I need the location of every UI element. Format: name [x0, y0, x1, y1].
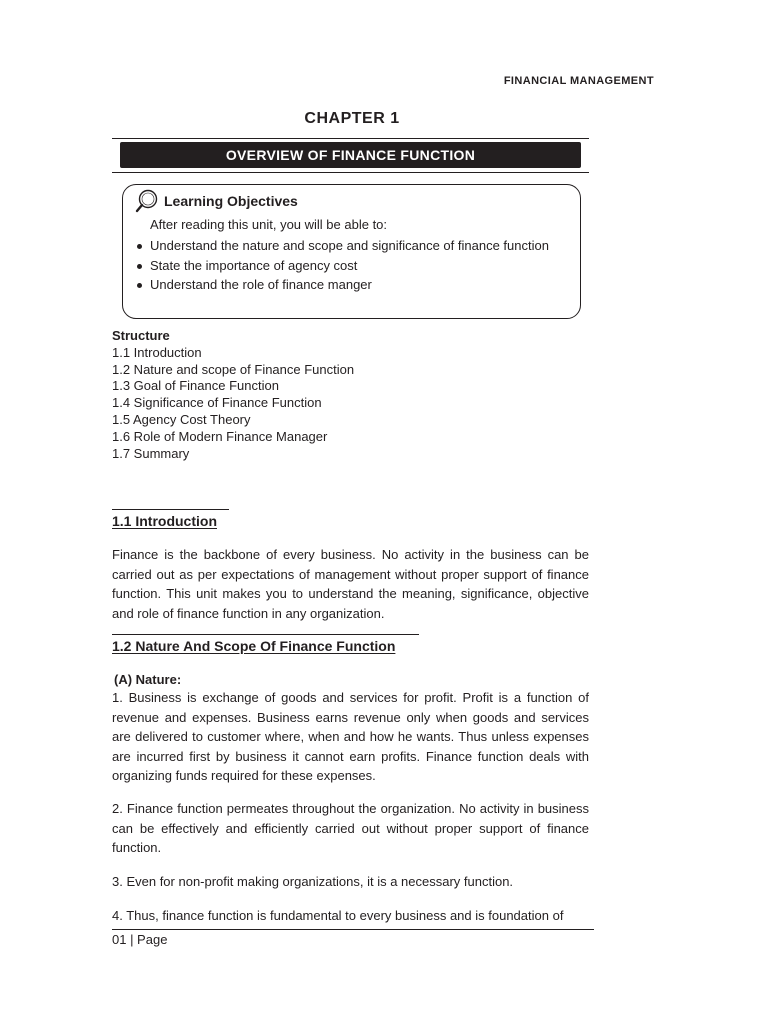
section-1-2-heading: 1.2 Nature And Scope Of Finance Function: [112, 638, 396, 654]
nature-paragraph-1: 1. Business is exchange of goods and services for profit. Profit is a function of revenue and expenses. Business earns revenue only when goods and services are delivered to customer where, when and how he wants. Thus unless expenses are incurred first by business it cannot earn profits. Finance function deals with organizing funds required for these expenses.: [112, 690, 589, 783]
chapter-number: CHAPTER 1: [304, 110, 400, 127]
nature-subheading: (A) Nature:: [114, 672, 182, 687]
learning-objectives-list: [137, 236, 557, 295]
magnifier-icon: [135, 189, 159, 213]
list-item: Understand the nature and scope and significance of finance function: [137, 236, 557, 256]
nature-paragraph-2: 2. Finance function permeates throughout the organization. No activity in business can be effectively and efficiently carried out without proper support of finance function.: [112, 801, 589, 855]
chapter-title-banner: [120, 142, 581, 168]
structure-item: 1.2 Nature and scope of Finance Function: [112, 361, 355, 377]
section-1-1-heading: 1.1 Introduction: [112, 513, 217, 529]
chapter-title: OVERVIEW OF FINANCE FUNCTION: [225, 147, 476, 163]
list-item: State the importance of agency cost: [137, 256, 557, 276]
section-1-2-rule: [112, 634, 419, 635]
banner-bottom-rule: [112, 172, 589, 173]
structure-item: 1.3 Goal of Finance Function: [112, 378, 279, 394]
page-number: 01 | Page: [112, 932, 168, 947]
learning-objectives-intro: After reading this unit, you will be able to:: [150, 217, 388, 232]
footer-rule: [112, 929, 594, 930]
nature-paragraph-3: 3. Even for non-profit making organizations, it is a necessary function.: [112, 874, 514, 889]
structure-item: 1.1 Introduction: [112, 344, 202, 360]
structure-item: 1.6 Role of Modern Finance Manager: [112, 428, 328, 444]
learning-objectives-title: Learning Objectives: [164, 193, 298, 209]
section-1-1-rule: [112, 509, 229, 510]
structure-list: [112, 328, 354, 462]
structure-item: 1.5 Agency Cost Theory: [112, 411, 251, 427]
banner-top-rule: [112, 138, 589, 139]
structure-item: 1.4 Significance of Finance Function: [112, 395, 322, 411]
running-header: FINANCIAL MANAGEMENT: [503, 75, 654, 87]
list-item: Understand the role of finance manger: [137, 275, 557, 295]
section-1-1-paragraph: Finance is the backbone of every business. No activity in the business can be carried out as per expectations of management without proper support of finance function. This unit makes you to understand the meaning, significance, objective and role of finance function in any organization.: [112, 547, 589, 621]
structure-item: 1.7 Summary: [112, 445, 190, 461]
nature-paragraph-4: 4. Thus, finance function is fundamental to every business and is foundation of: [112, 908, 564, 923]
structure-title: Structure: [112, 328, 170, 343]
